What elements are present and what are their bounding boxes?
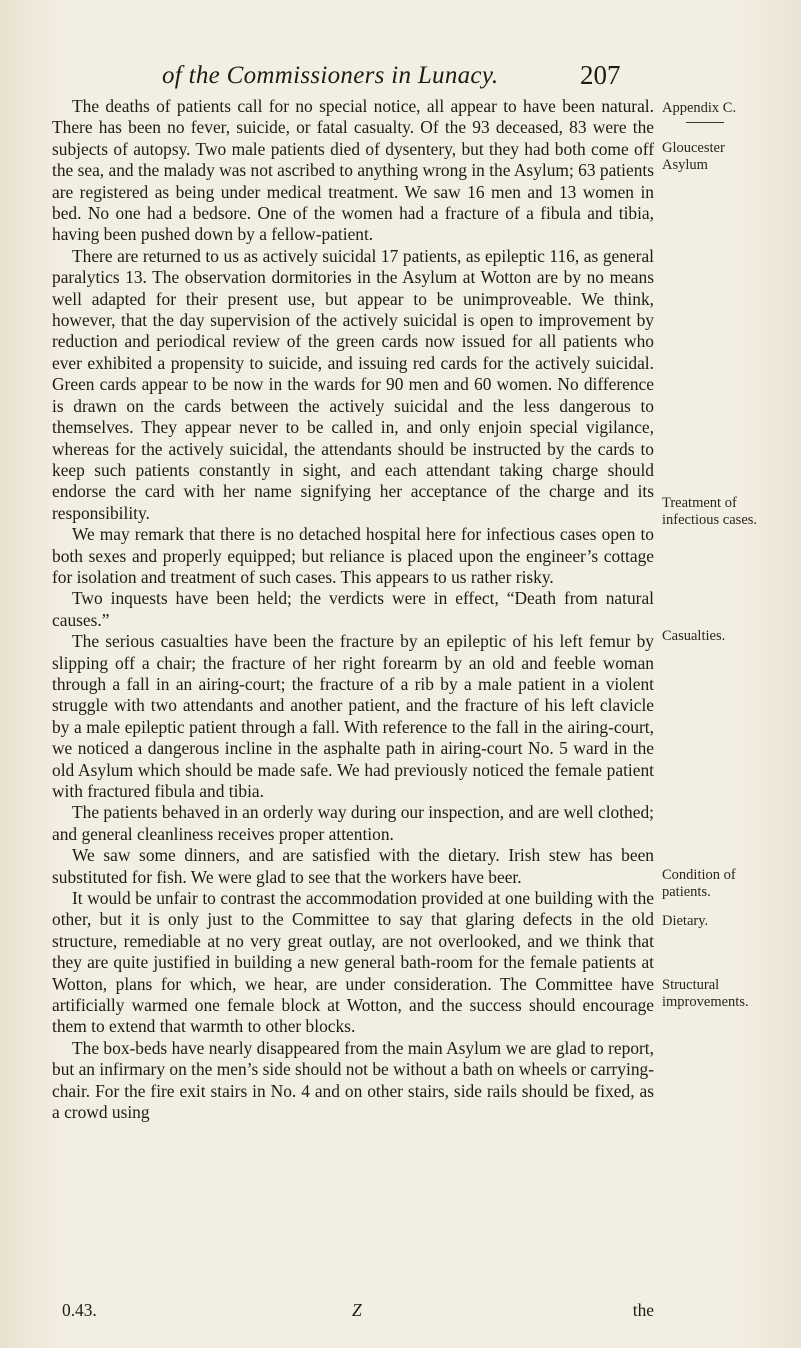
margin-note-casualties: Casualties. bbox=[662, 628, 726, 644]
margin-note-gloucester: Gloucester Asylum bbox=[662, 140, 725, 173]
page-header bbox=[0, 48, 801, 88]
paragraph-box-beds: The box-beds have nearly disappeared from the main Asylum we are glad to report, but an infirmary on the men’s side should not be without a bath on wheels or carrying-chair. For the fire exit stairs in No. 4 and on other stairs, side rails should be fixed, as a crowd using bbox=[52, 1037, 654, 1123]
margin-note-appendix-text: Appendix C. bbox=[662, 100, 737, 116]
paragraph-infectious: We may remark that there is no detached hospital here for infectious cases open to both sexes and properly equipped; but reliance is placed upon the engineer’s cottage for isolation and treatment of such cases. This appears to us rather risky. bbox=[52, 524, 654, 587]
paragraph-suicidal: There are returned to us as actively suicidal 17 patients, as epileptic 116, as general paralytics 13. The observation dormitories in the Asylum at Wotton are by no means well adapted for their present use, but appear to be unimproveable. We think, however, that the day supervision of the actively suicidal is open to improvement by reduction and periodical review of the green cards now issued for all patients who ever exhibited a propensity to suicide, and issuing red cards for the actively suicidal. Green cards appear to be now in the wards for 90 men and 60 women. No difference is drawn on the cards between the actively suicidal and the less dangerous to themselves. They appear never to be called in, and only enjoin special vigilance, whereas for the actively suicidal, the attendants should be instructed by the cards to keep such patients constantly in sight, and each attendant taking charge should endorse the card with her name signifying her acceptance of the charge and its responsibility. bbox=[52, 245, 654, 523]
margin-rule-divider bbox=[686, 122, 724, 123]
body-text bbox=[52, 96, 654, 1124]
page-footer bbox=[52, 1300, 654, 1326]
margin-note-treatment: Treatment of infectious cases. bbox=[662, 495, 758, 528]
paragraph-inquests: Two inquests have been held; the verdicts were in effect, “Death from natural causes.” bbox=[52, 588, 654, 630]
page-number: 207 bbox=[580, 60, 621, 90]
paragraph-casualties: The serious casualties have been the fracture by an epileptic of his left femur by slipping off a chair; the fracture of her right forearm by an old and feeble woman through a fall in an airing-court; the fracture of a rib by a male patient in a violent struggle with two attendants and another patient, and the fracture of his left clavicle by a male epileptic patient through a fall. With reference to the fall in the airing-court, we noticed a dangerous incline in the asphalte path in airing-court No. 5 ward in the old Asylum which should be made safe. We had previously noticed the female patient with fractured fibula and tibia. bbox=[52, 631, 654, 801]
margin-note-structural: Structural improvements. bbox=[662, 977, 749, 1010]
catchword: the bbox=[632, 1300, 654, 1320]
paragraph-structural: It would be unfair to contrast the accommodation provided at one building with the other, but it is only just to the Committee to say that glaring defects in the old structure, remediable at no very great outlay, are not overlooked, and we think that they are quite justified in building a new general bath-room for the female patients at Wotton, plans for which, we hear, are under consideration. The Committee have artificially warmed one female block at Wotton, and the success should encourage them to extend that warmth to other blocks. bbox=[52, 888, 654, 1037]
running-title: of the Commissioners in Lunacy. bbox=[162, 62, 499, 89]
margin-note-appendix bbox=[662, 100, 798, 129]
paragraph-deaths: The deaths of patients call for no special notice, all appear to have been natural. There has been no fever, suicide, or fatal casualty. Of the 93 deceased, 83 were the subjects of autopsy. Two male patients died of dysentery, but they had both come off the sea, and the malady was not ascribed to anything wrong in the Asylum; 63 patients are registered as being under medical treatment. We saw 16 men and 13 women in bed. No one had a bedsore. One of the women had a fracture of a fibula and tibia, having been pushed down by a fellow-patient. bbox=[52, 96, 654, 245]
margin-note-condition: Condition of patients. bbox=[662, 867, 736, 900]
margin-note-dietary: Dietary. bbox=[662, 913, 709, 929]
paragraph-dietary: We saw some dinners, and are satisfied with the dietary. Irish stew has been substituted for fish. We were glad to see that the workers have beer. bbox=[52, 845, 654, 887]
signature-mark: 0.43. bbox=[62, 1300, 97, 1320]
signature-letter: Z bbox=[352, 1300, 362, 1320]
paragraph-condition: The patients behaved in an orderly way during our inspection, and are well clothed; and general cleanliness receives proper attention. bbox=[52, 802, 654, 844]
